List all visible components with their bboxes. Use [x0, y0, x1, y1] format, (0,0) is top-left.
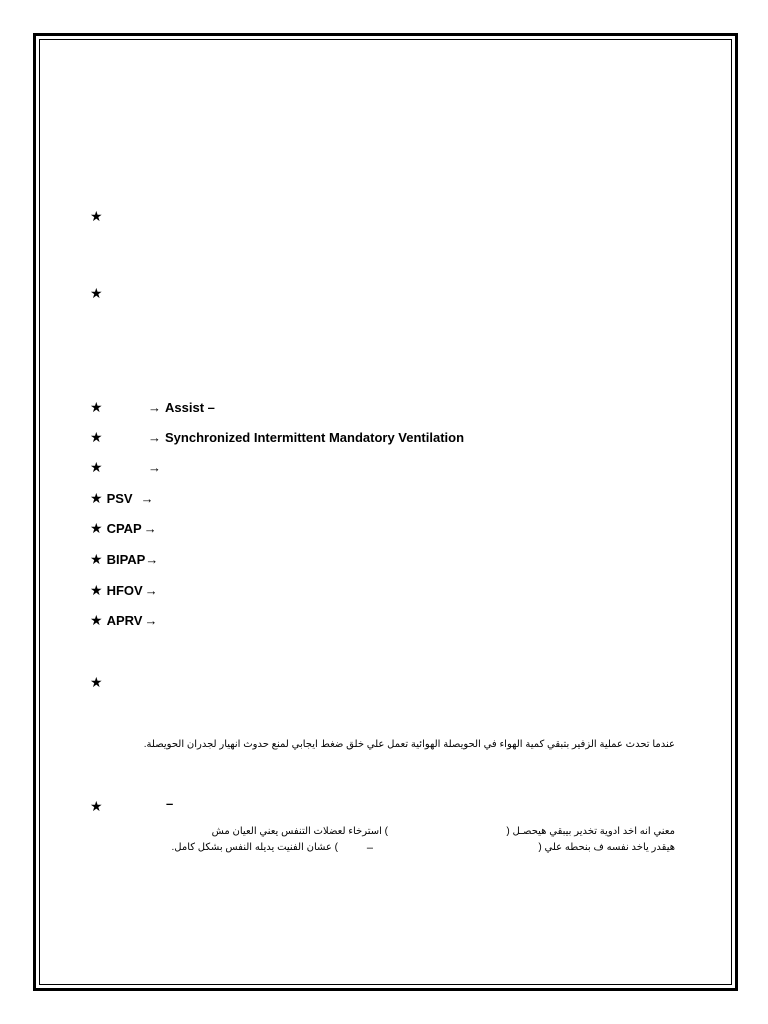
dash-separator: –	[166, 796, 174, 811]
arrow-icon: →	[144, 582, 158, 598]
mode-text: Synchronized Intermittent Mandatory Ventilation	[165, 429, 465, 445]
star-icon: ★	[90, 612, 103, 628]
bullet-line-2	[90, 284, 103, 302]
mode-label: PSV	[106, 490, 133, 506]
bullet-line-peep	[90, 673, 103, 691]
mode-arrow	[145, 583, 158, 598]
arrow-icon: →	[148, 459, 161, 475]
mode-arrow	[148, 460, 161, 475]
mode-line-hfov	[90, 581, 158, 599]
mode-line-bipap	[90, 550, 158, 568]
star-icon: ★	[90, 582, 103, 598]
star-icon: ★	[90, 285, 103, 301]
mode-arrow	[148, 430, 464, 445]
star-icon: ★	[90, 429, 103, 445]
arrow-icon: →	[144, 612, 158, 628]
arrow-icon: →	[145, 551, 159, 567]
mode-arrow	[148, 400, 215, 415]
mode-label: BIPAP	[106, 551, 146, 567]
arrow-icon: →	[140, 490, 154, 506]
mode-label: CPAP	[106, 520, 142, 536]
bullet-line-1	[90, 207, 103, 225]
paragraph-line2-right: هيقدر ياخد نفسه ف بنحطه علي (	[538, 842, 675, 853]
star-icon: ★	[90, 798, 103, 814]
mode-text: Assist –	[165, 399, 215, 415]
mode-label: HFOV	[106, 582, 143, 598]
star-icon: ★	[90, 674, 103, 690]
mode-line-simv	[90, 428, 465, 446]
arrow-icon: →	[143, 520, 157, 536]
mode-line-cpap	[90, 519, 157, 537]
star-icon: ★	[90, 551, 103, 567]
arrow-icon: →	[148, 399, 161, 415]
mode-arrow	[144, 521, 157, 536]
bullet-line-sedation	[90, 797, 103, 815]
mode-arrow	[145, 552, 158, 567]
peep-description: عندما تحدث عملية الزفير بتبقي كمية الهواء في الحويصلة الهوائية تعمل علي خلق ضغط ايجابي لمنع حدوث انهيار لجدران الحويصلة.	[143, 739, 675, 750]
mode-line-3	[90, 458, 161, 476]
star-icon: ★	[90, 208, 103, 224]
arrow-icon: →	[148, 429, 161, 445]
star-icon: ★	[90, 490, 103, 506]
mode-line-psv	[90, 489, 154, 507]
paragraph-line2-left: ) عشان الفنيت يديله النفس بشكل كامل.	[171, 842, 338, 853]
star-icon: ★	[90, 520, 103, 536]
mode-arrow	[144, 613, 157, 628]
paragraph-line1-right: معني انه اخد ادوية تخدير بيبقي هيحصـل (	[506, 826, 675, 837]
mode-arrow	[141, 491, 154, 506]
star-icon: ★	[90, 399, 103, 415]
mode-line-assist	[90, 398, 215, 416]
paragraph-line2-dash: –	[366, 842, 373, 854]
star-icon: ★	[90, 459, 103, 475]
paragraph-line1-left: ) استرخاء لعضلات التنفس يعني العيان مش	[211, 826, 388, 837]
mode-line-aprv	[90, 611, 157, 629]
mode-label: APRV	[106, 612, 143, 628]
